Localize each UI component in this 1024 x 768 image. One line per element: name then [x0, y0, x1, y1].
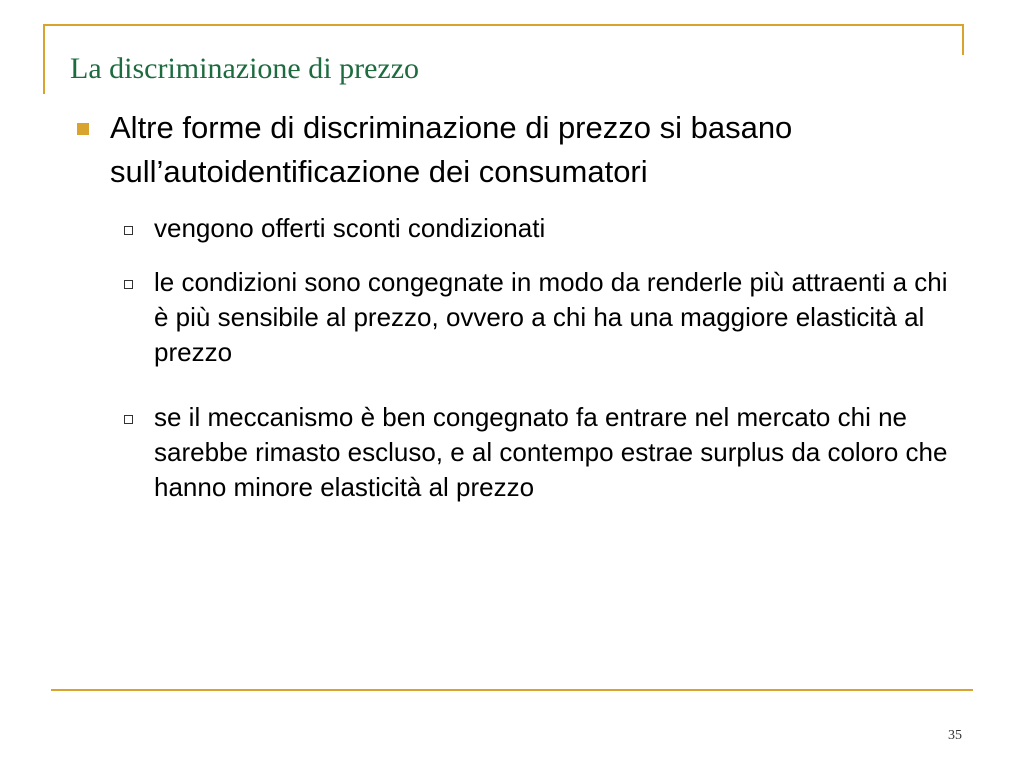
sub-bullet-text: le condizioni sono congegnate in modo da renderle più attraenti a chi è più sensibile al prezzo, ovvero a chi ha una maggiore elasticità al prezzo: [154, 267, 948, 367]
slide-title: La discriminazione di prezzo: [70, 52, 420, 85]
sub-bullet-text: vengono offerti sconti condizionati: [154, 213, 546, 243]
hollow-square-bullet-icon: [124, 415, 133, 424]
hollow-square-bullet-icon: [124, 280, 133, 289]
filled-square-bullet-icon: [77, 123, 89, 135]
main-bullet-text: Altre forme di discriminazione di prezzo si basano sull’autoidentificazione dei consumatori: [110, 110, 793, 189]
sub-bullet-text: se il meccanismo è ben congegnato fa entrare nel mercato chi ne sarebbe rimasto escluso, e al contempo estrae surplus da coloro che hanno minore elasticità al prezzo: [154, 402, 948, 502]
hollow-square-bullet-icon: [124, 226, 133, 235]
page-number: 35: [948, 728, 962, 743]
footer-rule: [51, 689, 973, 691]
